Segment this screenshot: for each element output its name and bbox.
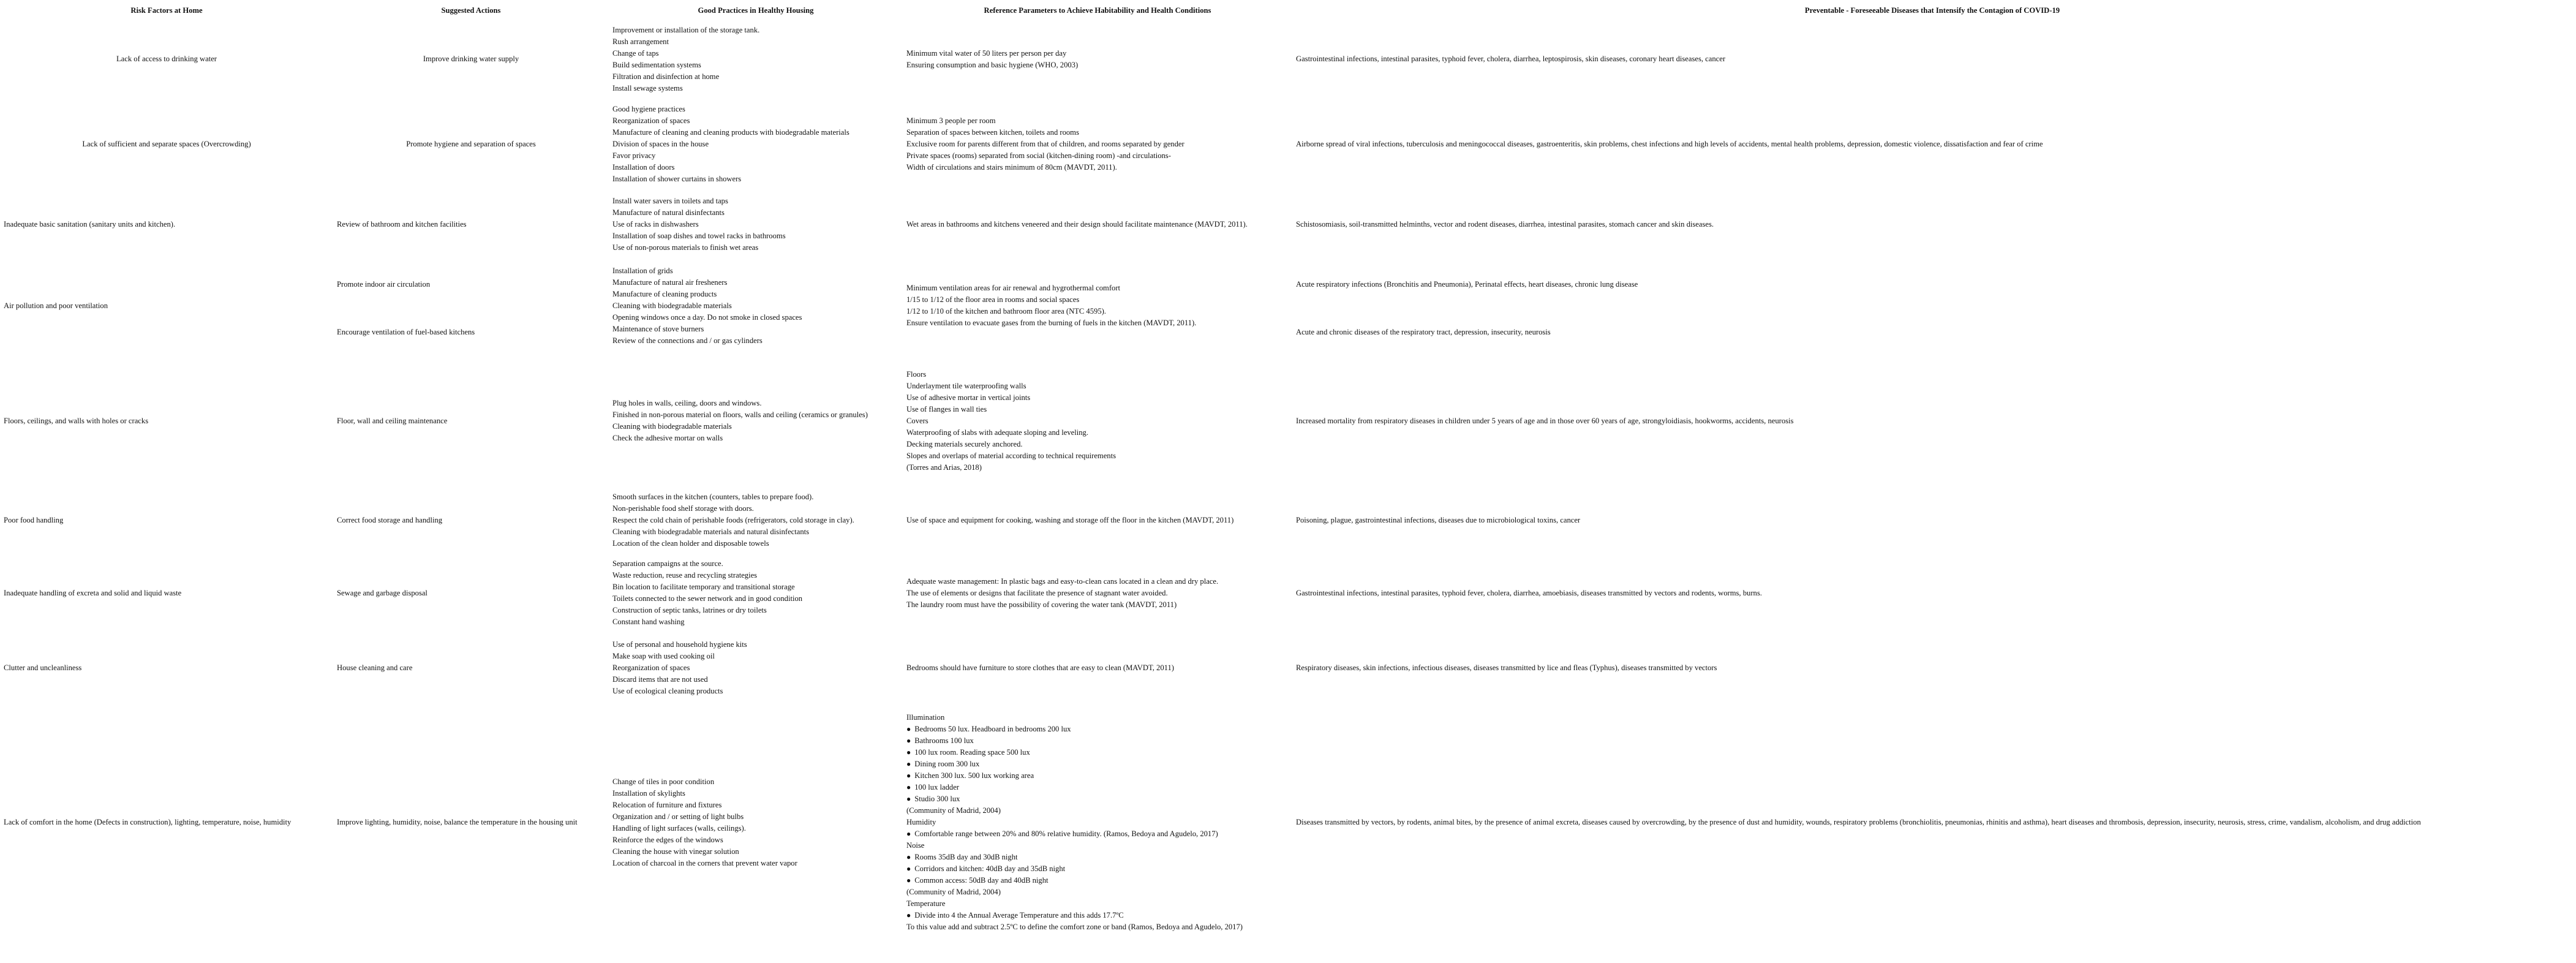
cell-line: Reinforce the edges of the windows (612, 835, 723, 844)
diseases-cell: Schistosomiasis, soil-transmitted helminths, vector and rodent diseases, diarrhea, intestinal parasites, stomach cancer and skin diseases. (1296, 219, 1714, 228)
cell-line: Construction of septic tanks, latrines or dry toilets (612, 606, 767, 614)
diseases-cell: Gastrointestinal infections, intestinal parasites, typhoid fever, cholera, diarrhea, leptospirosis, skin diseases, coronary heart diseases, cancer (1296, 55, 1726, 63)
suggested-action-cell: Promote hygiene and separation of spaces (406, 139, 536, 148)
cell-line: (Torres and Arias, 2018) (906, 463, 982, 472)
cell-line: (Community of Madrid, 2004) (906, 806, 1001, 815)
good-practices-cell (609, 702, 903, 943)
cell-line: Illumination (906, 713, 945, 722)
risk-factor-cell: Lack of comfort in the home (Defects in construction), lighting, temperature, noise, humidity (4, 818, 292, 826)
cell-line: Bedrooms should have furniture to store clothes that are easy to clean (MAVDT, 2011) (906, 663, 1174, 672)
suggested-action-cell: Floor, wall and ceiling maintenance (337, 416, 448, 425)
good-practices-cell (609, 488, 903, 552)
bullet-item: ● Dining room 300 lux (906, 758, 1289, 770)
cell-line: Use of adhesive mortar in vertical joints (906, 393, 1031, 402)
cell-line: Cleaning with biodegradable materials (612, 301, 732, 310)
suggested-action-cell: House cleaning and care (337, 663, 413, 672)
suggested-action-cell: Correct food storage and handling (337, 515, 443, 524)
cell-line: Change of taps (612, 48, 659, 58)
risk-factor-cell: Floors, ceilings, and walls with holes or cracks (4, 416, 149, 425)
risk-factor-cell: Inadequate handling of excreta and solid and liquid waste (4, 588, 182, 597)
cell-line: Organization and / or setting of light bulbs (612, 812, 744, 821)
cell-line: Installation of skylights (612, 788, 685, 798)
cell-line: Use of flanges in wall ties (906, 404, 987, 414)
cell-line: Use of racks in dishwashers (612, 219, 699, 228)
cell-line: Manufacture of cleaning products (612, 289, 717, 298)
good-practices-cell (609, 258, 903, 353)
good-practices-cell (609, 353, 903, 488)
diseases-cell: Airborne spread of viral infections, tuberculosis and meningococcal diseases, gastroenteritis, skin problems, chest infections and high levels of accidents, mental health problems, depression, domestic violence, dissatisfaction and fear of crime (1296, 139, 2043, 148)
risk-factor-cell: Clutter and uncleanliness (4, 663, 82, 672)
table-row (0, 21, 2572, 97)
cell-line: The use of elements or designs that facilitate the presence of stagnant water avoided. (906, 588, 1168, 597)
reference-parameters-cell (903, 97, 1292, 191)
cell-line: Temperature (906, 899, 946, 908)
cell-line: Install sewage systems (612, 83, 683, 93)
cell-line: Installation of soap dishes and towel racks in bathrooms (612, 231, 786, 240)
cell-line: Opening windows once a day. Do not smoke in closed spaces (612, 312, 802, 322)
risk-factor-cell: Lack of access to drinking water (116, 55, 217, 63)
cell-line: Relocation of furniture and fixtures (612, 800, 722, 809)
cell-line: Separation campaigns at the source. (612, 559, 723, 568)
table-row (0, 634, 2572, 702)
cell-line: Non-perishable food shelf storage with doors. (612, 504, 754, 513)
cell-line: Waste reduction, reuse and recycling strategies (612, 571, 758, 580)
reference-parameters-cell (903, 702, 1292, 943)
cell-line: Smooth surfaces in the kitchen (counters, tables to prepare food). (612, 492, 814, 501)
bullet-item: ● Divide into 4 the Annual Average Temperature and this adds 17.7ºC (906, 910, 1289, 921)
cell-line: Build sedimentation systems (612, 60, 701, 69)
reference-parameters-cell (903, 634, 1292, 702)
cell-line: Favor privacy (612, 151, 656, 160)
cell-line: Manufacture of natural air fresheners (612, 278, 728, 287)
table-row (0, 552, 2572, 634)
cell-line: Finished in non-porous material on floors, walls and ceiling (ceramics or granules) (612, 410, 868, 419)
reference-parameters-cell (903, 21, 1292, 97)
cell-line: Reorganization of spaces (612, 116, 690, 125)
cell-line: Rush arrangement (612, 37, 669, 46)
header-suggested-actions: Suggested Actions (441, 6, 501, 15)
cell-line: Manufacture of natural disinfectants (612, 208, 725, 217)
table-header-row (0, 0, 2572, 21)
cell-line: Waterproofing of slabs with adequate sloping and leveling. (906, 428, 1088, 437)
cell-line: Installation of doors (612, 162, 675, 172)
reference-parameters-cell (903, 552, 1292, 634)
cell-line: Install water savers in toilets and taps (612, 196, 728, 205)
reference-parameters-cell (903, 488, 1292, 552)
cell-line: Use of ecological cleaning products (612, 687, 723, 695)
table-row (0, 191, 2572, 258)
header-reference-parameters: Reference Parameters to Achieve Habitability and Health Conditions (984, 6, 1211, 15)
good-practices-cell (609, 97, 903, 191)
bullet-item: ● Studio 300 lux (906, 793, 1289, 805)
cell-line: 1/15 to 1/12 of the floor area in rooms and social spaces (906, 295, 1080, 304)
bullet-item: ● Bedrooms 50 lux. Headboard in bedrooms 200 lux (906, 723, 1289, 735)
cell-line: Decking materials securely anchored. (906, 439, 1023, 448)
diseases-cell: Diseases transmitted by vectors, by rodents, animal bites, by the presence of animal excreta, diseases caused by overcrowding, by the presence of dust and humidity, wounds, respiratory problems (bronchiolitis, pneumonias, rhinitis and asthma), heart diseases and thrombosis, depression, insecurity, neurosis, stress, crime, vandalism, alcoholism, and drug addiction (1296, 818, 2421, 826)
cell-line: Installation of shower curtains in showers (612, 174, 742, 183)
table-row (0, 488, 2572, 552)
cell-line: Slopes and overlaps of material according to technical requirements (906, 451, 1117, 460)
cell-line: Adequate waste management: In plastic bags and easy-to-clean cans located in a clean and dry place. (906, 576, 1219, 586)
cell-line: Underlayment tile waterproofing walls (906, 381, 1026, 390)
cell-line: Check the adhesive mortar on walls (612, 434, 723, 442)
reference-parameters-cell (903, 353, 1292, 488)
good-practices-cell (609, 191, 903, 258)
cell-line: Ensuring consumption and basic hygiene (WHO, 2003) (906, 60, 1079, 69)
bullet-item: ● Comfortable range between 20% and 80% relative humidity. (Ramos, Bedoya and Agudelo, 2017) (906, 828, 1289, 840)
cell-line: Use of non-porous materials to finish wet areas (612, 243, 759, 252)
cell-line: Cleaning with biodegradable materials (612, 422, 732, 431)
good-practices-cell (609, 634, 903, 702)
cell-line: Wet areas in bathrooms and kitchens veneered and their design should facilitate maintenance (MAVDT, 2011). (906, 219, 1248, 228)
cell-line: Minimum 3 people per room (906, 116, 996, 125)
suggested-action-cell: Sewage and garbage disposal (337, 588, 427, 597)
diseases-cell: Increased mortality from respiratory diseases in children under 5 years of age and in those over 60 years of age, strongyloidiasis, hookworms, accidents, neurosis (1296, 416, 1794, 425)
cell-line: Bin location to facilitate temporary and transitional storage (612, 583, 795, 591)
cell-line: Constant hand washing (612, 617, 685, 626)
suggested-action-cell: Encourage ventilation of fuel-based kitchens (337, 327, 475, 336)
cell-line: Separation of spaces between kitchen, toilets and rooms (906, 127, 1079, 137)
cell-line: Change of tiles in poor condition (612, 777, 715, 786)
risk-factor-cell: Poor food handling (4, 515, 64, 524)
table-row (0, 258, 2572, 311)
table-row (0, 353, 2572, 488)
cell-line: 1/12 to 1/10 of the kitchen and bathroom floor area (NTC 4595). (906, 307, 1106, 315)
cell-line: Respect the cold chain of perishable foods (refrigerators, cold storage in clay). (612, 515, 854, 524)
diseases-cell: Gastrointestinal infections, intestinal parasites, typhoid fever, cholera, diarrhea, amoebiasis, diseases transmitted by vectors and rodents, worms, burns. (1296, 588, 1762, 597)
cell-line: Minimum ventilation areas for air renewal and hygrothermal comfort (906, 284, 1121, 292)
bullet-item: ● Kitchen 300 lux. 500 lux working area (906, 770, 1289, 782)
cell-line: To this value add and subtract 2.5ºC to define the comfort zone or band (Ramos, Bedoya and Agudelo, 2017) (906, 923, 1243, 931)
cell-line: Installation of grids (612, 266, 673, 275)
bullet-item: ● Corridors and kitchen: 40dB day and 35dB night (906, 863, 1289, 875)
cell-line: Make soap with used cooking oil (612, 652, 715, 660)
cell-line: Width of circulations and stairs minimum of 80cm (MAVDT, 2011). (906, 162, 1117, 172)
table-row (0, 702, 2572, 943)
good-practices-cell (609, 552, 903, 634)
bullet-item: ● Bathrooms 100 lux (906, 735, 1289, 747)
suggested-action-cell: Improve lighting, humidity, noise, balance the temperature in the housing unit (337, 818, 578, 826)
diseases-cell: Respiratory diseases, skin infections, infectious diseases, diseases transmitted by lice and fleas (Typhus), diseases transmitted by vectors (1296, 663, 1717, 672)
risk-factor-cell: Inadequate basic sanitation (sanitary units and kitchen). (4, 219, 176, 228)
bullet-item: ● Rooms 35dB day and 30dB night (906, 852, 1289, 863)
cell-line: Manufacture of cleaning and cleaning products with biodegradable materials (612, 127, 849, 137)
cell-line: Plug holes in walls, ceiling, doors and windows. (612, 399, 762, 407)
header-preventable-diseases: Preventable - Foreseeable Diseases that Intensify the Contagion of COVID-19 (1804, 6, 2060, 15)
bullet-item: ● 100 lux ladder (906, 782, 1289, 793)
cell-line: Covers (906, 416, 928, 425)
cell-line: Filtration and disinfection at home (612, 72, 720, 81)
cell-line: Cleaning the house with vinegar solution (612, 847, 739, 856)
cell-line: (Community of Madrid, 2004) (906, 888, 1001, 896)
suggested-action-cell: Improve drinking water supply (423, 55, 519, 63)
diseases-cell: Poisoning, plague, gastrointestinal infections, diseases due to microbiological toxins, cancer (1296, 515, 1581, 524)
reference-parameters-cell (903, 258, 1292, 353)
cell-line: Cleaning with biodegradable materials and natural disinfectants (612, 527, 810, 536)
cell-line: Floors (906, 369, 927, 379)
cell-line: Review of the connections and / or gas cylinders (612, 336, 763, 345)
cell-line: Improvement or installation of the storage tank. (612, 25, 760, 34)
cell-line: Toilets connected to the sewer network and in good condition (612, 594, 803, 603)
diseases-cell: Acute and chronic diseases of the respiratory tract, depression, insecurity, neurosis (1296, 327, 1551, 336)
cell-line: Division of spaces in the house (612, 139, 709, 148)
good-practices-cell (609, 21, 903, 97)
header-risk-factors: Risk Factors at Home (130, 6, 203, 15)
bullet-item: ● 100 lux room. Reading space 500 lux (906, 747, 1289, 758)
cell-line: Handling of light surfaces (walls, ceilings). (612, 823, 746, 833)
cell-line: Discard items that are not used (612, 675, 708, 684)
diseases-cell: Acute respiratory infections (Bronchitis and Pneumonia), Perinatal effects, heart diseases, chronic lung disease (1296, 279, 1638, 289)
cell-line: The laundry room must have the possibility of covering the water tank (MAVDT, 2011) (906, 600, 1177, 609)
cell-line: Humidity (906, 818, 936, 826)
bullet-item: ● Common access: 50dB day and 40dB night (906, 875, 1289, 886)
suggested-action-cell: Review of bathroom and kitchen facilities (337, 219, 467, 228)
cell-line: Use of space and equipment for cooking, washing and storage off the floor in the kitchen (MAVDT, 2011) (906, 515, 1234, 524)
cell-line: Location of charcoal in the corners that prevent water vapor (612, 858, 797, 867)
cell-line: Ensure ventilation to evacuate gases from the burning of fuels in the kitchen (MAVDT, 2011). (906, 319, 1197, 327)
header-good-practices: Good Practices in Healthy Housing (698, 6, 814, 15)
reference-parameters-cell (903, 191, 1292, 258)
table-row (0, 97, 2572, 191)
cell-line: Reorganization of spaces (612, 663, 690, 672)
risk-factor-cell: Lack of sufficient and separate spaces (Overcrowding) (82, 139, 251, 148)
cell-line: Noise (906, 841, 925, 850)
cell-line: Private spaces (rooms) separated from social (kitchen-dining room) -and circulations- (906, 151, 1171, 160)
cell-line: Use of personal and household hygiene kits (612, 640, 747, 649)
risk-factor-cell: Air pollution and poor ventilation (4, 301, 108, 310)
suggested-action-cell: Promote indoor air circulation (337, 279, 431, 289)
cell-line: Maintenance of stove burners (612, 324, 704, 333)
cell-line: Good hygiene practices (612, 104, 685, 113)
cell-line: Minimum vital water of 50 liters per person per day (906, 48, 1067, 58)
cell-line: Location of the clean holder and disposable towels (612, 538, 769, 548)
cell-line: Exclusive room for parents different from that of children, and rooms separated by gender (906, 139, 1184, 148)
